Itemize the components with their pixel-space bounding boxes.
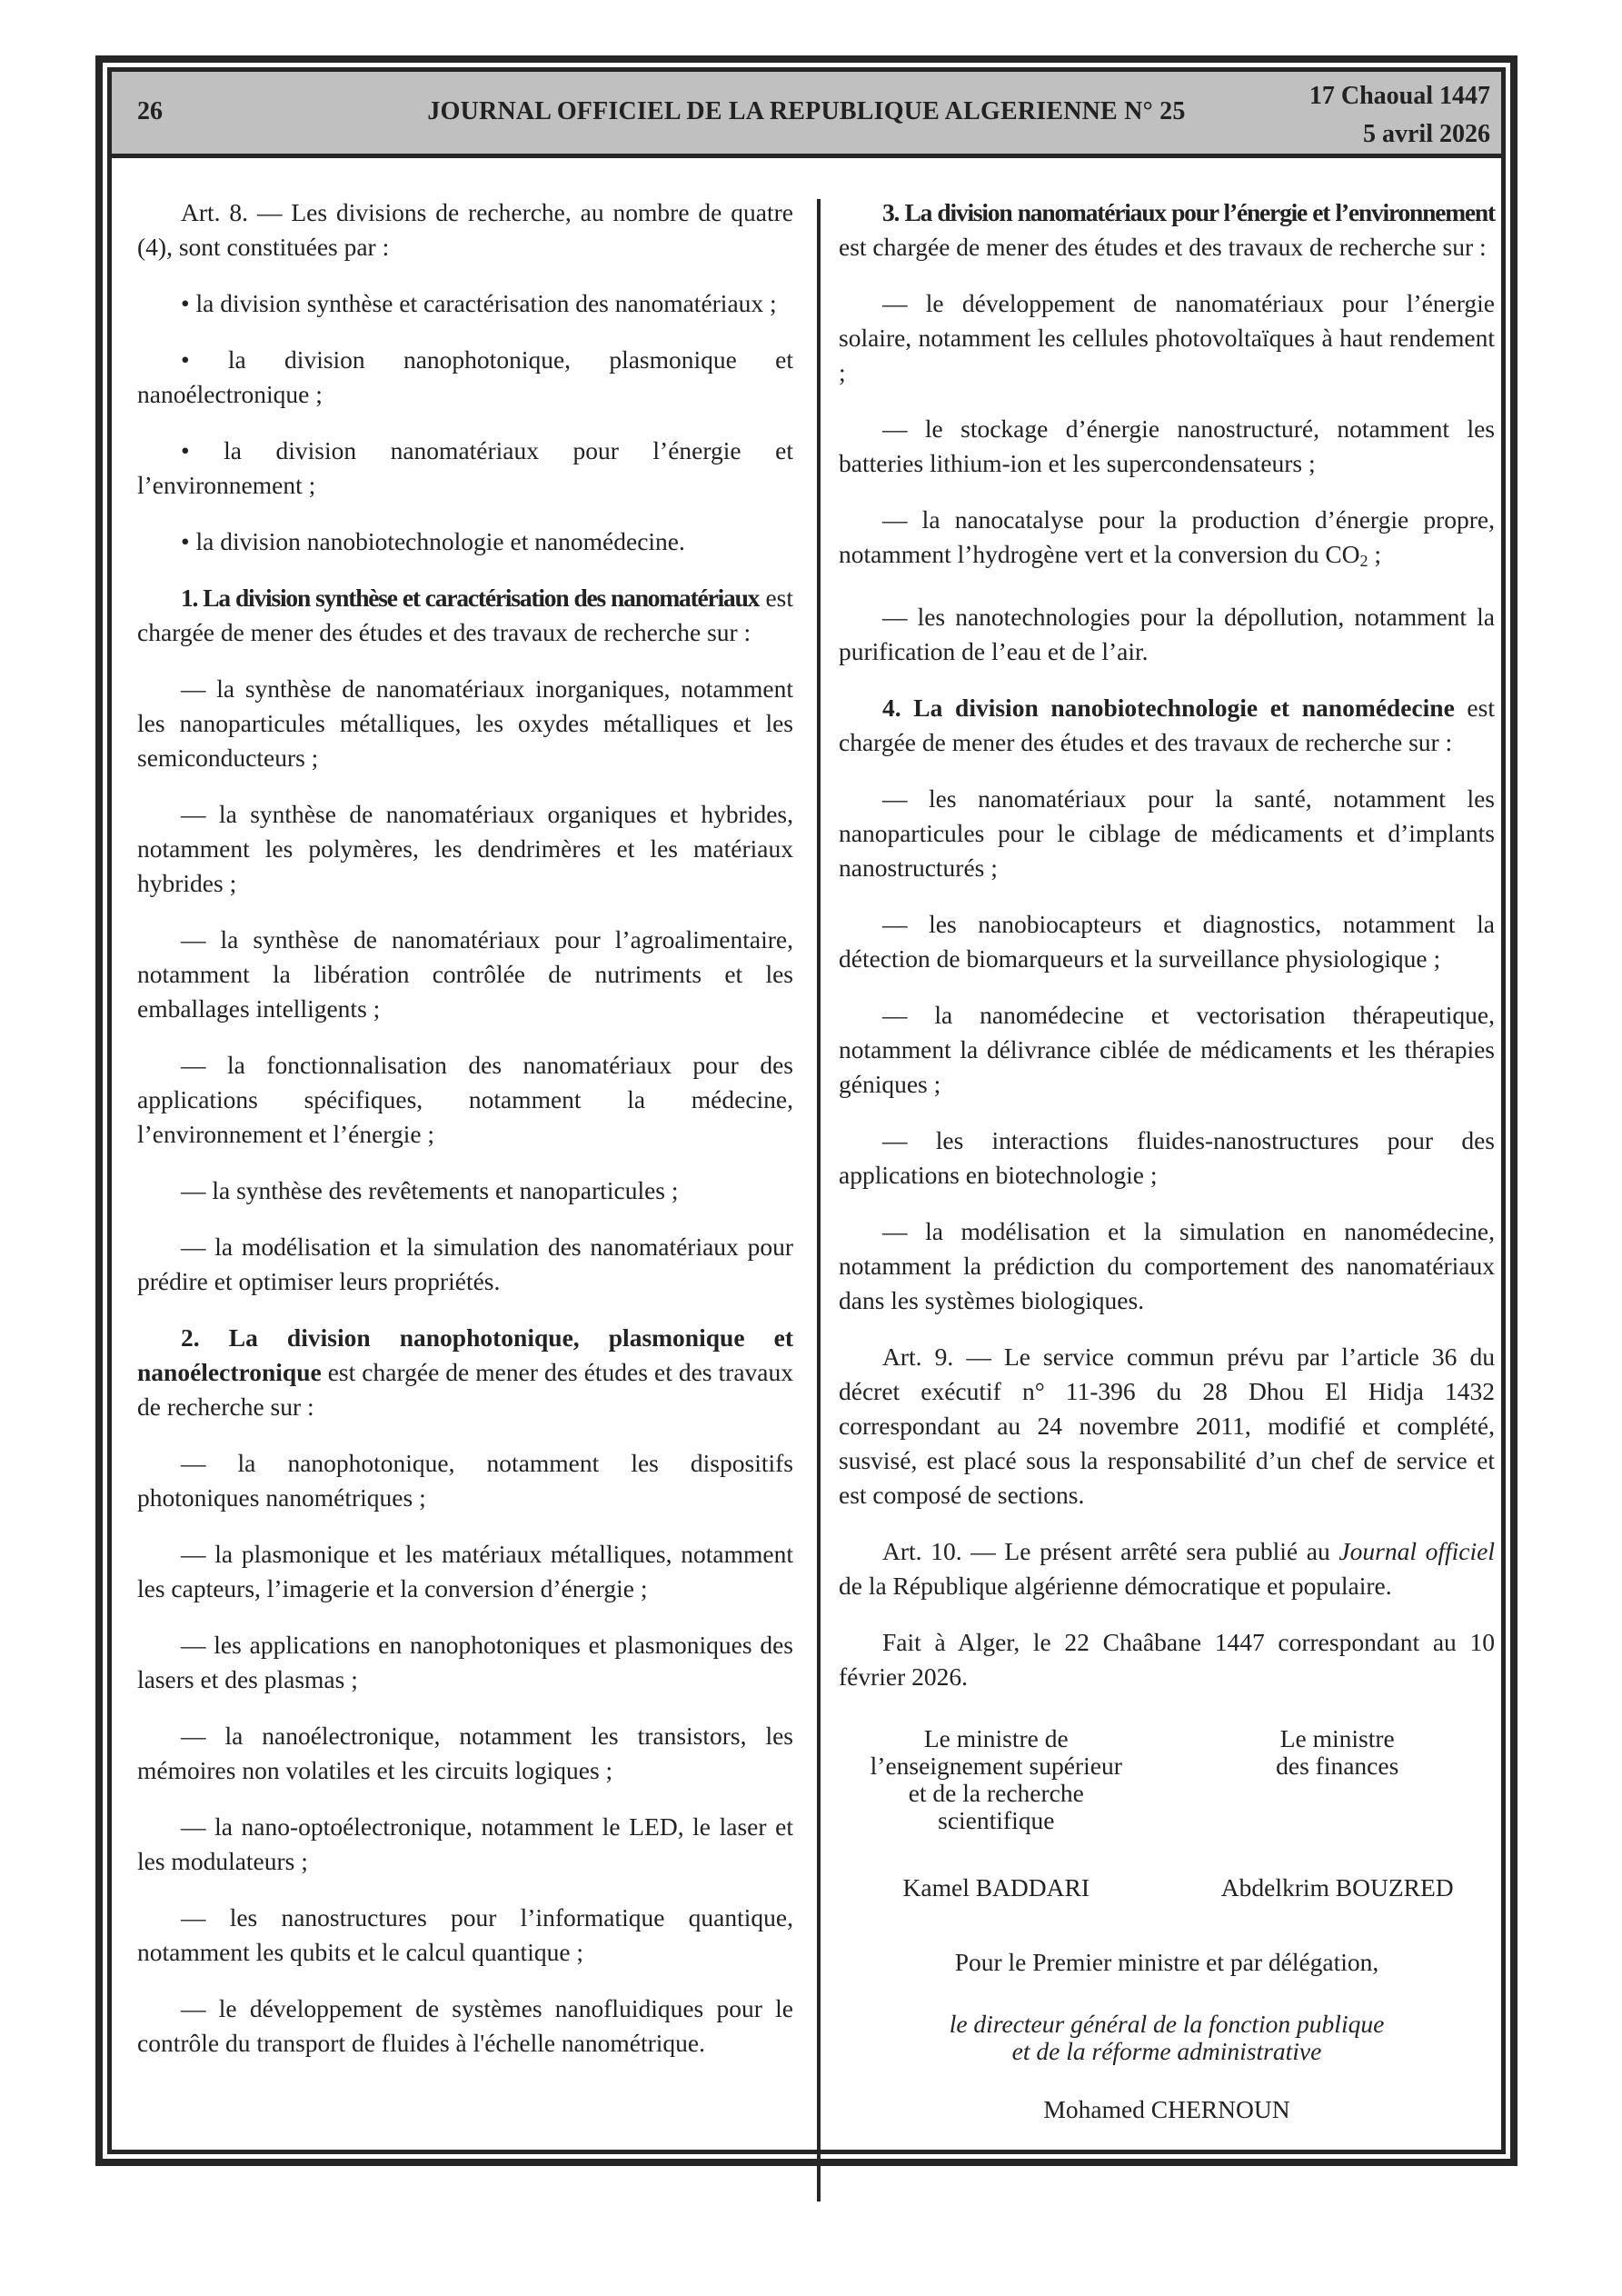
list-item: — les nanostructures pour l’informatique quantique, notamment les qubits et le calcul quantique ;	[137, 1903, 793, 1966]
subscript: 2	[1359, 552, 1368, 570]
article-10: Art. 10. — Le présent arrêté sera publié au Journal officiel de la République algérienne démocratique et populaire.	[839, 1537, 1495, 1600]
list-item: — la nanocatalyse pour la production d’énergie propre, notamment l’hydrogène vert et la conversion du $CO_2$ ;	[839, 505, 1495, 570]
bullet-item: • la division nanophotonique, plasmonique et nanoélectronique ;	[137, 345, 793, 408]
fait-a-alger: Fait à Alger, le 22 Chaâbane 1447 correspondant au 10 février 2026.	[839, 1628, 1495, 1691]
list-item: — les interactions fluides-nanostructures pour des applications en biotechnologie ;	[839, 1126, 1495, 1189]
list-item: — la nanoélectronique, notamment les transistors, les mémoires non volatiles et les circuits logiques ;	[137, 1722, 793, 1784]
division-3-title: 3. La division nanomatériaux pour l’énergie et l’environnement	[882, 198, 1495, 226]
list-item: — la modélisation et la simulation des nanomatériaux pour prédire et optimiser leurs propriétés.	[137, 1233, 793, 1295]
list-item: — la nano-optoélectronique, notamment le LED, le laser et les modulateurs ;	[137, 1812, 793, 1875]
list-item: — les nanobiocapteurs et diagnostics, notamment la détection de biomarqueurs et la surveillance physiologique ;	[839, 910, 1495, 973]
director-title: le directeur général de la fonction publique et de la réforme administrative	[949, 2010, 1385, 2065]
division-3-paragraph: 3. La division nanomatériaux pour l’énergie et l’environnement est chargée de mener des études et des travaux de recherche sur :	[839, 198, 1495, 261]
bullet-item: • la division nanobiotechnologie et nanomédecine.	[181, 527, 685, 555]
list-item: — le développement de systèmes nanofluidiques pour le contrôle du transport de fluides à l'échelle nanométrique.	[137, 1994, 793, 2057]
bullet-item: • la division nanomatériaux pour l’énergie et l’environnement ;	[137, 436, 793, 499]
signatures	[839, 1725, 1495, 1902]
page-frame-outer	[95, 55, 1518, 2166]
bullet-item: • la division synthèse et caractérisation des nanomatériaux ;	[181, 289, 777, 317]
issue-dates	[1309, 77, 1490, 154]
column-divider	[817, 199, 821, 2201]
division-1-title: 1. La division synthèse et caractérisation des nanomatériaux	[181, 584, 760, 612]
list-item: — la synthèse des revêtements et nanoparticules ;	[181, 1176, 679, 1204]
list-item: — la modélisation et la simulation en nanomédecine, notamment la prédiction du comportement des nanomatériaux dans les systèmes biologiques.	[839, 1217, 1495, 1314]
division-4-paragraph: 4. La division nanobiotechnologie et nanomédecine est chargée de mener des études et des travaux de recherche sur :	[839, 694, 1495, 756]
list-item: — la plasmonique et les matériaux métalliques, notamment les capteurs, l’imagerie et la conversion d’énergie ;	[137, 1540, 793, 1602]
list-item: — la nanomédecine et vectorisation thérapeutique, notamment la délivrance ciblée de médicaments et les thérapies géniques ;	[839, 1001, 1495, 1098]
director-name: Mohamed CHERNOUN	[1043, 2095, 1290, 2123]
division-2-title: 2. La division nanophotonique, plasmonique et nanoélectronique	[137, 1323, 793, 1386]
date-gregorian: 5 avril 2026	[1363, 120, 1490, 148]
list-item: — la synthèse de nanomatériaux inorganiques, notamment les nanoparticules métalliques, les oxydes métalliques et les semiconducteurs ;	[137, 674, 793, 772]
delegation-line: Pour le Premier ministre et par délégation,	[954, 1948, 1379, 1976]
journal-header	[112, 72, 1501, 158]
list-item: — le développement de nanomatériaux pour l’énergie solaire, notamment les cellules photovoltaïques à haut rendement ;	[839, 289, 1495, 386]
signatory-1: Le ministre de l’enseignement supérieur et de la recherche scientifique Kamel BADDARI	[839, 1725, 1154, 1902]
list-item: — le stockage d’énergie nanostructuré, notamment les batteries lithium-ion et les supercondensateurs ;	[839, 414, 1495, 477]
article-9: Art. 9. — Le service commun prévu par l’article 36 du décret exécutif n° 11-396 du 28 Dhou El Hidja 1432 correspondant au 24 novembre 2011, modifié et complété, susvisé, est placé sous la responsabilité d’un chef de service et est composé de sections.	[839, 1343, 1495, 1509]
journal-title: JOURNAL OFFICIEL DE LA REPUBLIQUE ALGERIENNE N° 25	[427, 97, 1186, 125]
list-item: — la synthèse de nanomatériaux pour l’agroalimentaire, notamment la libération contrôlée de nutriments et les emballages intelligents ;	[137, 925, 793, 1023]
list-item: — la nanophotonique, notamment les dispositifs photoniques nanométriques ;	[137, 1449, 793, 1512]
division-1-paragraph: 1. La division synthèse et caractérisation des nanomatériaux est chargée de mener des études et des travaux de recherche sur :	[137, 584, 793, 646]
signatory-2: Le ministre des finances Abdelkrim BOUZRED	[1179, 1725, 1495, 1902]
date-hijri: 17 Chaoual 1447	[1309, 82, 1490, 110]
list-item: — les nanomatériaux pour la santé, notamment les nanoparticules pour le ciblage de médicaments et d’implants nanostructurés ;	[839, 784, 1495, 882]
division-2-paragraph: 2. La division nanophotonique, plasmonique et nanoélectronique est chargée de mener des études et des travaux de recherche sur :	[137, 1323, 793, 1421]
list-item: — les nanotechnologies pour la dépollution, notamment la purification de l’eau et de l’air.	[839, 603, 1495, 665]
page-number: 26	[137, 97, 163, 125]
division-4-title: 4. La division nanobiotechnologie et nanomédecine	[882, 694, 1455, 722]
right-column	[839, 195, 1495, 2127]
journal-officiel-italic: Journal officiel	[1338, 1537, 1495, 1565]
article-8-intro: Art. 8. — Les divisions de recherche, au nombre de quatre (4), sont constituées par :	[137, 198, 793, 261]
list-item: — la fonctionnalisation des nanomatériaux pour des applications spécifiques, notamment la médecine, l’environnement et l’énergie ;	[137, 1051, 793, 1148]
signatory-name: Kamel BADDARI	[902, 1873, 1090, 1902]
left-column	[137, 195, 793, 2082]
signatory-name: Abdelkrim BOUZRED	[1220, 1873, 1454, 1902]
list-item: — les applications en nanophotoniques et plasmoniques des lasers et des plasmas ;	[137, 1631, 793, 1693]
list-item: — la synthèse de nanomatériaux organiques et hybrides, notamment les polymères, les dendrimères et les matériaux hybrides ;	[137, 800, 793, 897]
page-frame-inner	[107, 67, 1506, 2154]
